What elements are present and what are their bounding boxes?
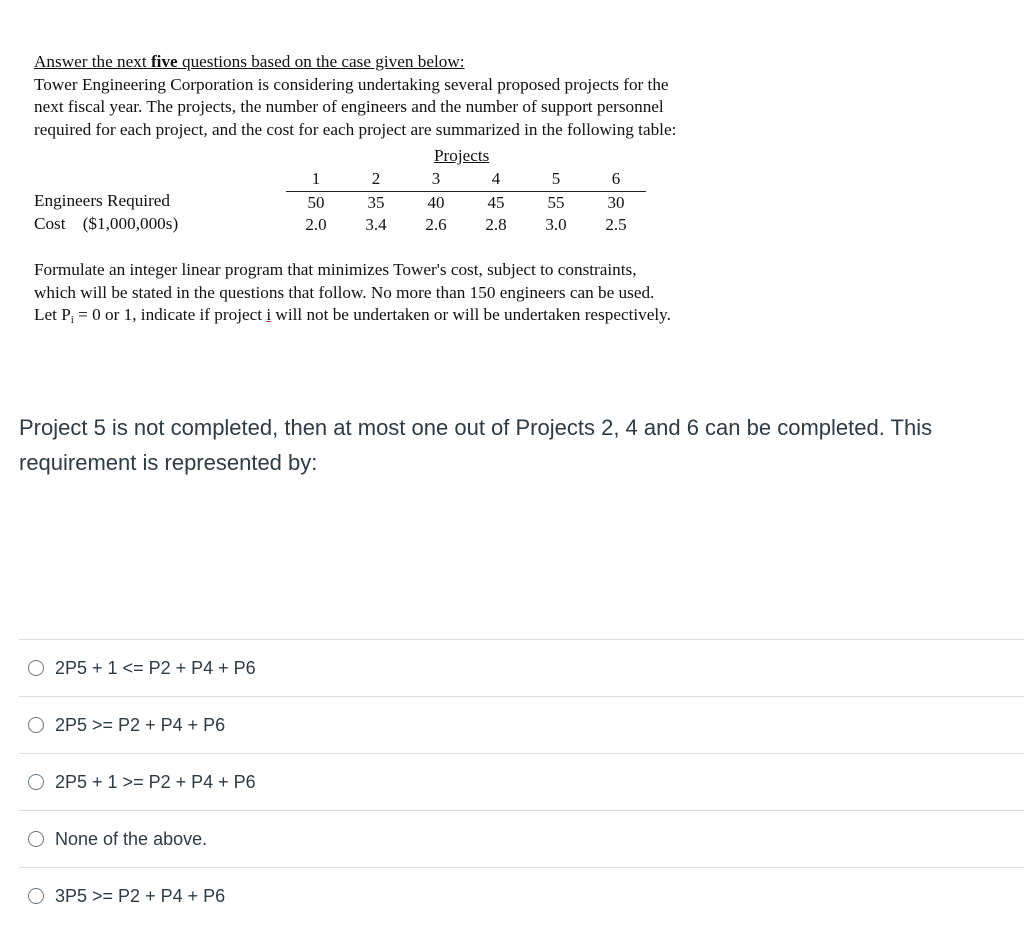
answer-label[interactable]: 2P5 + 1 <= P2 + P4 + P6 (55, 657, 256, 678)
row-label-engineers: Engineers Required (34, 191, 171, 210)
answer-option[interactable] (19, 810, 1024, 867)
case-image (34, 51, 794, 326)
column-header: 5 (526, 168, 586, 191)
answer-label[interactable]: 2P5 + 1 >= P2 + P4 + P6 (55, 771, 256, 792)
case-intro-line: required for each project, and the cost for each project are summarized in the following table: (34, 119, 677, 139)
case-heading-text: Answer the next five questions based on the case given below: (34, 52, 465, 71)
case-intro-line: next fiscal year. The projects, the number of engineers and the number of support personnel (34, 97, 664, 116)
column-header: 4 (466, 168, 526, 191)
table-cell: 45 (487, 192, 505, 212)
table-row-engineers (286, 191, 646, 214)
question-text: Project 5 is not completed, then at most one out of Projects 2, 4 and 6 can be completed. This requirement is represented by: (19, 415, 933, 475)
column-header: 1 (286, 168, 346, 191)
table-cell: 55 (547, 192, 565, 212)
table-cell: 40 (427, 192, 445, 212)
table-row-cost (286, 214, 646, 237)
case-formulation (34, 259, 794, 332)
projects-table (286, 168, 646, 237)
case-intro-line: Tower Engineering Corporation is considering undertaking several proposed projects for the (34, 74, 669, 94)
answer-option[interactable] (19, 696, 1024, 753)
radio-button-icon[interactable] (28, 717, 44, 733)
formulate-line: which will be stated in the questions that follow. No more than 150 engineers can be used. (34, 282, 655, 302)
answer-option[interactable] (19, 867, 1024, 924)
table-cell: 2.8 (485, 215, 507, 234)
radio-button-icon[interactable] (28, 888, 44, 904)
answer-label[interactable]: 2P5 >= P2 + P4 + P6 (55, 714, 226, 735)
projects-row-labels (34, 190, 178, 235)
answer-option[interactable] (19, 639, 1024, 696)
column-header: 2 (346, 168, 406, 191)
table-cell: 35 (367, 192, 385, 212)
row-label-cost: Cost ($1,000,000s) (34, 213, 179, 233)
table-cell: 2.6 (425, 215, 447, 234)
column-header: 3 (406, 168, 466, 191)
let-line: Let $P_i = 0$ or 1, indicate if project i will not be undertaken or will be undertaken respectively. (34, 305, 671, 326)
answer-option[interactable] (19, 753, 1024, 810)
table-cell: 30 (607, 192, 625, 212)
table-cell: 2.0 (305, 215, 327, 234)
table-cell: 3.0 (545, 215, 567, 234)
answer-list (19, 639, 1024, 924)
projects-header-row (286, 168, 646, 191)
radio-button-icon[interactable] (28, 660, 44, 676)
formulate-line: Formulate an integer linear program that minimizes Tower's cost, subject to constraints, (34, 260, 637, 279)
table-cell: 2.5 (605, 215, 627, 234)
table-cell: 50 (307, 192, 325, 212)
projects-table-title: Projects (434, 146, 490, 165)
case-heading (34, 51, 794, 74)
radio-button-icon[interactable] (28, 774, 44, 790)
table-cell: 3.4 (365, 215, 387, 234)
column-header: 6 (586, 168, 646, 191)
answer-label[interactable]: None of the above. (55, 828, 208, 849)
radio-button-icon[interactable] (28, 831, 44, 847)
answer-label[interactable]: 3P5 >= P2 + P4 + P6 (55, 885, 226, 906)
